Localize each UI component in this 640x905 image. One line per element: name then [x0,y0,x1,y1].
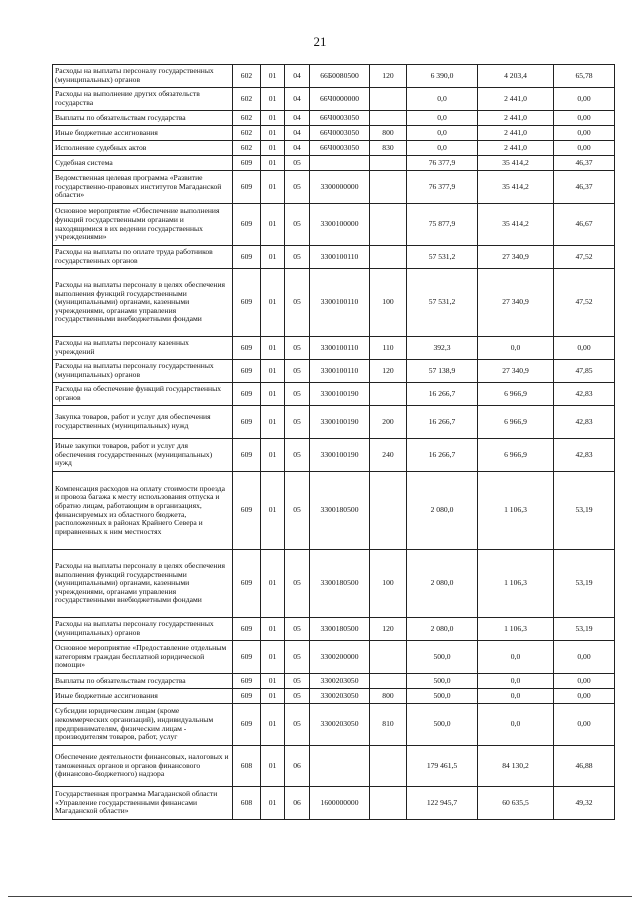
table-row [53,337,615,360]
row-pct: 0,00 [554,337,615,360]
row-plan: 57 531,2 [407,246,478,269]
row-rz: 01 [261,360,285,383]
budget-table [52,64,615,820]
row-vr [370,472,407,550]
row-name: Судебная система [53,156,233,171]
row-vr: 120 [370,65,407,88]
row-pct: 65,78 [554,65,615,88]
row-rz: 01 [261,156,285,171]
row-fact: 2 441,0 [478,88,554,111]
row-rz: 01 [261,550,285,618]
row-vr: 200 [370,406,407,439]
row-pr: 05 [285,246,310,269]
row-kv: 602 [233,126,261,141]
row-vr [370,204,407,246]
row-pct: 47,52 [554,269,615,337]
row-cs: 3300100000 [310,204,370,246]
table-row [53,126,615,141]
row-pr: 06 [285,787,310,820]
row-plan: 392,3 [407,337,478,360]
row-fact: 6 966,9 [478,383,554,406]
row-pr: 05 [285,406,310,439]
row-pct: 42,83 [554,439,615,472]
row-name: Ведомственная целевая программа «Развитие государственно-правовых институтов Магаданской области» [53,171,233,204]
row-pr: 05 [285,337,310,360]
row-pct: 0,00 [554,126,615,141]
row-kv: 609 [233,156,261,171]
row-pr: 05 [285,641,310,674]
table-row [53,111,615,126]
row-pr: 05 [285,674,310,689]
table-row [53,704,615,746]
table-row [53,641,615,674]
row-name: Государственная программа Магаданской области «Управление государственными финансами Магаданской области» [53,787,233,820]
table-row [53,550,615,618]
row-rz: 01 [261,65,285,88]
row-rz: 01 [261,641,285,674]
row-vr: 110 [370,337,407,360]
row-cs: 3300203050 [310,674,370,689]
row-pct: 46,67 [554,204,615,246]
row-cs: 3300000000 [310,171,370,204]
row-pct: 46,37 [554,171,615,204]
row-rz: 01 [261,337,285,360]
row-kv: 609 [233,618,261,641]
table-row [53,618,615,641]
row-kv: 609 [233,674,261,689]
row-cs: 3300100110 [310,269,370,337]
table-row [53,383,615,406]
row-vr: 120 [370,360,407,383]
bottom-rule [8,896,632,897]
row-plan: 2 080,0 [407,472,478,550]
row-pct: 0,00 [554,689,615,704]
row-rz: 01 [261,204,285,246]
row-pr: 05 [285,204,310,246]
row-fact: 0,0 [478,704,554,746]
row-rz: 01 [261,126,285,141]
row-name: Субсидии юридическим лицам (кроме некоммерческих организаций), индивидуальным предпринимателям, физическим лицам - производителям товаров, работ, услуг [53,704,233,746]
row-pr: 05 [285,360,310,383]
row-plan: 500,0 [407,674,478,689]
row-pct: 53,19 [554,472,615,550]
row-cs: 66Ч0003050 [310,141,370,156]
row-name: Иные бюджетные ассигнования [53,126,233,141]
row-kv: 609 [233,360,261,383]
row-pct: 47,52 [554,246,615,269]
row-vr: 830 [370,141,407,156]
row-cs: 3300180500 [310,550,370,618]
row-name: Расходы на выплаты по оплате труда работников государственных органов [53,246,233,269]
row-rz: 01 [261,746,285,787]
row-fact: 27 340,9 [478,269,554,337]
row-cs: 3300100110 [310,246,370,269]
row-kv: 609 [233,383,261,406]
row-plan: 2 080,0 [407,618,478,641]
row-fact: 1 106,3 [478,472,554,550]
row-name: Расходы на выплаты персоналу государственных (муниципальных) органов [53,618,233,641]
row-name: Обеспечение деятельности финансовых, налоговых и таможенных органов и органов финансового (финансово-бюджетного) надзора [53,746,233,787]
row-cs: 3300100110 [310,360,370,383]
row-vr [370,383,407,406]
row-name: Расходы на выплаты персоналу государственных (муниципальных) органов [53,360,233,383]
page-number: 21 [313,34,327,49]
row-plan: 0,0 [407,88,478,111]
row-fact: 0,0 [478,689,554,704]
row-cs: 3300100190 [310,439,370,472]
row-name: Компенсация расходов на оплату стоимости проезда и провоза багажа к месту использования отпуска и обратно лицам, работающим в организациях, финансируемых из областного бюджета, расположенных в районах Крайнего Севера и приравненных к ним местностях [53,472,233,550]
row-rz: 01 [261,618,285,641]
row-vr: 100 [370,550,407,618]
row-pct: 53,19 [554,550,615,618]
row-name: Основное мероприятие «Предоставление отдельным категориям граждан бесплатной юридической помощи» [53,641,233,674]
row-rz: 01 [261,674,285,689]
row-fact: 35 414,2 [478,204,554,246]
table-row [53,246,615,269]
row-pr: 04 [285,111,310,126]
table-row [53,787,615,820]
row-name: Расходы на выполнение других обязательств государства [53,88,233,111]
row-rz: 01 [261,269,285,337]
row-vr [370,88,407,111]
row-plan: 75 877,9 [407,204,478,246]
row-vr: 240 [370,439,407,472]
row-cs: 3300180500 [310,618,370,641]
row-kv: 609 [233,406,261,439]
row-fact: 35 414,2 [478,171,554,204]
row-kv: 609 [233,472,261,550]
row-name: Выплаты по обязательствам государства [53,674,233,689]
row-pr: 04 [285,65,310,88]
row-kv: 609 [233,689,261,704]
row-fact: 4 203,4 [478,65,554,88]
row-kv: 609 [233,269,261,337]
row-cs [310,746,370,787]
row-name: Основное мероприятие «Обеспечение выполнения функций государственными органами и находящимися в их ведении государственных учреждениями» [53,204,233,246]
row-fact: 84 130,2 [478,746,554,787]
row-pr: 05 [285,689,310,704]
row-fact: 60 635,5 [478,787,554,820]
row-pr: 05 [285,550,310,618]
row-kv: 609 [233,439,261,472]
row-plan: 6 390,0 [407,65,478,88]
row-cs: 3300200000 [310,641,370,674]
row-pr: 05 [285,439,310,472]
row-cs: 3300203050 [310,704,370,746]
table-row [53,746,615,787]
row-kv: 609 [233,641,261,674]
table-row [53,472,615,550]
row-pr: 04 [285,141,310,156]
row-rz: 01 [261,787,285,820]
row-cs: 66Ч0003050 [310,126,370,141]
row-vr: 810 [370,704,407,746]
row-cs: 66Ч0000000 [310,88,370,111]
row-fact: 2 441,0 [478,126,554,141]
row-rz: 01 [261,88,285,111]
row-fact: 1 106,3 [478,618,554,641]
row-pr: 05 [285,704,310,746]
row-kv: 602 [233,141,261,156]
row-plan: 16 266,7 [407,406,478,439]
row-plan: 500,0 [407,641,478,674]
row-fact: 27 340,9 [478,246,554,269]
row-rz: 01 [261,111,285,126]
row-plan: 76 377,9 [407,156,478,171]
row-vr: 800 [370,689,407,704]
row-plan: 57 531,2 [407,269,478,337]
budget-table-body [53,65,615,820]
row-kv: 609 [233,246,261,269]
row-pct: 42,83 [554,383,615,406]
row-rz: 01 [261,472,285,550]
row-vr [370,787,407,820]
row-name: Расходы на выплаты персоналу государственных (муниципальных) органов [53,65,233,88]
row-fact: 2 441,0 [478,111,554,126]
row-plan: 16 266,7 [407,439,478,472]
row-pr: 05 [285,383,310,406]
row-pct: 42,83 [554,406,615,439]
row-pr: 06 [285,746,310,787]
row-name: Расходы на обеспечение функций государственных органов [53,383,233,406]
row-fact: 1 106,3 [478,550,554,618]
row-cs: 3300100190 [310,406,370,439]
row-fact: 27 340,9 [478,360,554,383]
row-vr [370,171,407,204]
row-pr: 04 [285,126,310,141]
row-rz: 01 [261,439,285,472]
row-plan: 57 138,9 [407,360,478,383]
row-kv: 608 [233,787,261,820]
row-cs: 3300203050 [310,689,370,704]
row-plan: 0,0 [407,141,478,156]
row-rz: 01 [261,141,285,156]
table-row [53,439,615,472]
table-row [53,406,615,439]
row-name: Иные бюджетные ассигнования [53,689,233,704]
row-rz: 01 [261,704,285,746]
row-kv: 602 [233,111,261,126]
row-pct: 53,19 [554,618,615,641]
table-row [53,141,615,156]
row-rz: 01 [261,246,285,269]
row-kv: 608 [233,746,261,787]
row-pct: 49,32 [554,787,615,820]
row-plan: 500,0 [407,704,478,746]
row-cs [310,156,370,171]
row-pct: 0,00 [554,88,615,111]
row-fact: 0,0 [478,641,554,674]
row-rz: 01 [261,383,285,406]
row-cs: 66Ч0003050 [310,111,370,126]
row-name: Расходы на выплаты персоналу казенных учреждений [53,337,233,360]
row-pct: 46,37 [554,156,615,171]
row-plan: 0,0 [407,111,478,126]
row-rz: 01 [261,406,285,439]
row-plan: 2 080,0 [407,550,478,618]
table-row [53,689,615,704]
row-pr: 05 [285,618,310,641]
table-row [53,269,615,337]
row-name: Исполнение судебных актов [53,141,233,156]
row-vr [370,641,407,674]
row-kv: 609 [233,337,261,360]
row-name: Иные закупки товаров, работ и услуг для обеспечения государственных (муниципальных) нужд [53,439,233,472]
row-vr: 800 [370,126,407,141]
row-pct: 0,00 [554,111,615,126]
row-plan: 16 266,7 [407,383,478,406]
row-vr: 100 [370,269,407,337]
row-rz: 01 [261,171,285,204]
row-pct: 0,00 [554,704,615,746]
row-name: Расходы на выплаты персоналу в целях обеспечения выполнения функций государственными (муниципальными) органами, казенными учреждениями, органами управления государственными внебюджетными фондами [53,269,233,337]
row-plan: 76 377,9 [407,171,478,204]
row-plan: 179 461,5 [407,746,478,787]
table-row [53,360,615,383]
row-name: Расходы на выплаты персоналу в целях обеспечения выполнения функций государственными (муниципальными) органами, казенными учреждениями, органами управления государственными внебюджетными фондами [53,550,233,618]
row-fact: 0,0 [478,337,554,360]
row-pct: 0,00 [554,674,615,689]
row-pr: 05 [285,269,310,337]
row-kv: 609 [233,204,261,246]
row-rz: 01 [261,689,285,704]
row-vr [370,746,407,787]
row-vr [370,111,407,126]
table-row [53,88,615,111]
row-kv: 609 [233,704,261,746]
row-pct: 46,88 [554,746,615,787]
row-vr: 120 [370,618,407,641]
row-vr [370,674,407,689]
row-cs: 1600000000 [310,787,370,820]
row-plan: 0,0 [407,126,478,141]
row-fact: 2 441,0 [478,141,554,156]
row-fact: 6 966,9 [478,439,554,472]
row-plan: 500,0 [407,689,478,704]
row-name: Закупка товаров, работ и услуг для обеспечения государственных (муниципальных) нужд [53,406,233,439]
row-kv: 609 [233,550,261,618]
row-cs: 3300100190 [310,383,370,406]
row-cs: 66Б0080500 [310,65,370,88]
row-pct: 0,00 [554,141,615,156]
row-fact: 6 966,9 [478,406,554,439]
row-pr: 05 [285,472,310,550]
row-pr: 05 [285,171,310,204]
row-pr: 05 [285,156,310,171]
row-cs: 3300100110 [310,337,370,360]
row-pct: 47,85 [554,360,615,383]
row-pct: 0,00 [554,641,615,674]
table-row [53,171,615,204]
row-fact: 35 414,2 [478,156,554,171]
row-kv: 602 [233,65,261,88]
table-row [53,204,615,246]
row-cs: 3300180500 [310,472,370,550]
row-kv: 609 [233,171,261,204]
table-row [53,65,615,88]
row-plan: 122 945,7 [407,787,478,820]
row-vr [370,156,407,171]
table-row [53,156,615,171]
row-kv: 602 [233,88,261,111]
row-pr: 04 [285,88,310,111]
row-name: Выплаты по обязательствам государства [53,111,233,126]
row-fact: 0,0 [478,674,554,689]
row-vr [370,246,407,269]
table-row [53,674,615,689]
